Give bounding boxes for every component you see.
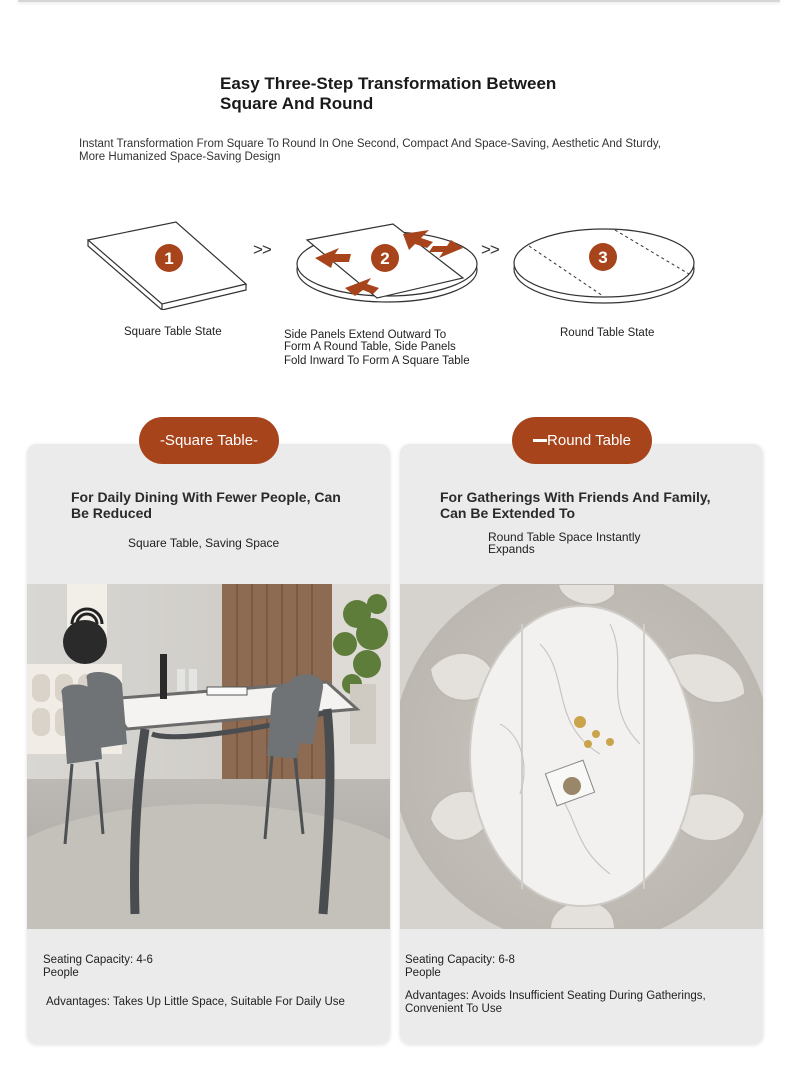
step-2-number: 2 — [380, 249, 390, 268]
top-divider — [18, 0, 780, 2]
square-capacity-line-2: People — [43, 966, 79, 979]
page-subtitle — [79, 138, 709, 164]
title-line-2: Square And Round — [220, 94, 374, 113]
subtitle-line-2: More Humanized Space-Saving Design — [79, 151, 281, 163]
round-advantages — [405, 990, 706, 1015]
round-capacity — [405, 954, 515, 979]
round-advantages-line-2: Convenient To Use — [405, 1002, 502, 1015]
square-card-subtext: Square Table, Saving Space — [128, 536, 280, 550]
step-1-number: 1 — [164, 249, 174, 268]
square-capacity-line-1: Seating Capacity: 4-6 — [43, 954, 153, 966]
step-2-label-line-1: Side Panels Extend Outward To — [284, 329, 447, 341]
round-table-photo — [400, 584, 763, 929]
round-sub-line-1: Round Table Space Instantly — [488, 530, 641, 544]
square-advantages: Advantages: Takes Up Little Space, Suitable For Daily Use — [46, 996, 345, 1008]
square-table-pill — [139, 417, 279, 464]
square-table-pill-label: -Square Table- — [159, 432, 259, 449]
step-2-label-line-2: Form A Round Table, Side Panels — [284, 341, 456, 353]
round-table-pill — [512, 417, 652, 464]
step-1-square-table-illustration — [84, 218, 254, 310]
round-table-pill-label: Round Table — [547, 432, 631, 449]
step-3-label: Round Table State — [560, 327, 655, 339]
subtitle-line-1: Instant Transformation From Square To Round In One Second, Compact And Space-Saving, Aesthetic And Sturdy, — [79, 138, 661, 150]
square-capacity — [43, 954, 153, 979]
step-3-number: 3 — [598, 248, 608, 267]
step-separator-1: >> — [253, 240, 271, 259]
round-capacity-line-2: People — [405, 966, 441, 979]
step-2-label-line-3: Fold Inward To Form A Square Table — [284, 355, 470, 367]
step-1-label: Square Table State — [124, 326, 222, 338]
dash-icon — [533, 439, 547, 442]
round-advantages-line-1: Advantages: Avoids Insufficient Seating During Gatherings, — [405, 990, 706, 1002]
title-line-1: Easy Three-Step Transformation Between — [220, 74, 557, 93]
round-heading-line-1: For Gatherings With Friends And Family, — [440, 489, 711, 505]
step-3-round-table-illustration — [511, 224, 699, 308]
round-card-heading — [440, 489, 740, 521]
step-2-label — [284, 329, 470, 368]
square-table-photo — [27, 584, 390, 929]
step-2-transform-illustration — [293, 218, 483, 310]
square-card-heading — [71, 489, 371, 521]
square-heading-line-2: Be Reduced — [71, 505, 152, 521]
round-heading-line-2: Can Be Extended To — [440, 505, 576, 521]
round-sub-line-2: Expands — [488, 542, 535, 556]
page-title — [220, 74, 580, 114]
step-separator-2: >> — [481, 240, 499, 259]
round-card-subtext — [488, 531, 641, 555]
round-capacity-line-1: Seating Capacity: 6-8 — [405, 954, 515, 966]
square-heading-line-1: For Daily Dining With Fewer People, Can — [71, 489, 341, 505]
